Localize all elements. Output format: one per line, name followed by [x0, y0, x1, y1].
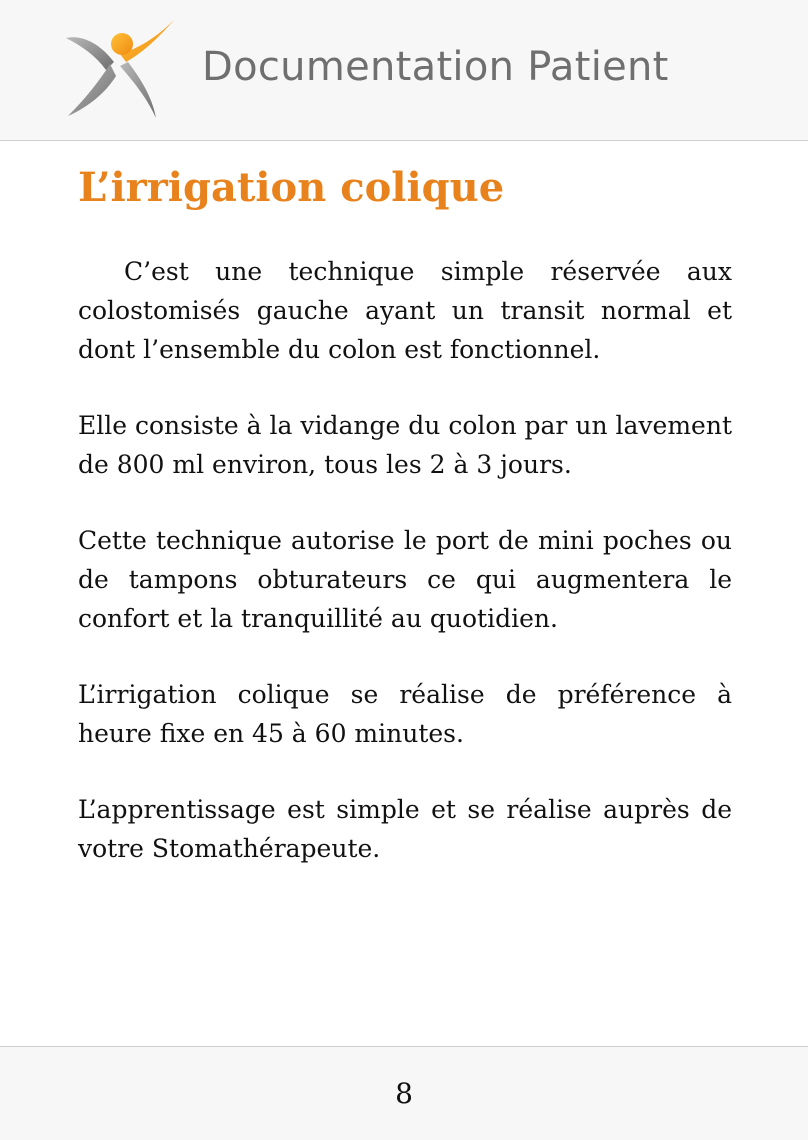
page-title: L’irrigation colique	[78, 164, 505, 211]
header-title: Documentation Patient	[202, 44, 669, 90]
page-header	[0, 0, 808, 141]
page-footer	[0, 1046, 808, 1140]
paragraph-timing: L’irrigation colique se réalise de préférence à heure fixe en 45 à 60 minutes.	[78, 680, 732, 748]
page-number: 8	[395, 1077, 413, 1110]
person-figure-logo-icon	[60, 14, 180, 124]
paragraph-intro: C’est une technique simple réservée aux colostomisés gauche ayant un transit normal et dont l’ensemble du colon est fonctionnel.	[78, 257, 732, 364]
paragraph-procedure: Elle consiste à la vidange du colon par un lavement de 800 ml environ, tous les 2 à 3 jours.	[78, 411, 732, 479]
paragraph-learning: L’apprentissage est simple et se réalise auprès de votre Stomathérapeute.	[78, 795, 732, 863]
paragraph-benefits: Cette technique autorise le port de mini poches ou de tampons obturateurs ce qui augmentera le confort et la tranquillité au quotidien.	[78, 526, 732, 633]
page-content	[78, 160, 732, 868]
